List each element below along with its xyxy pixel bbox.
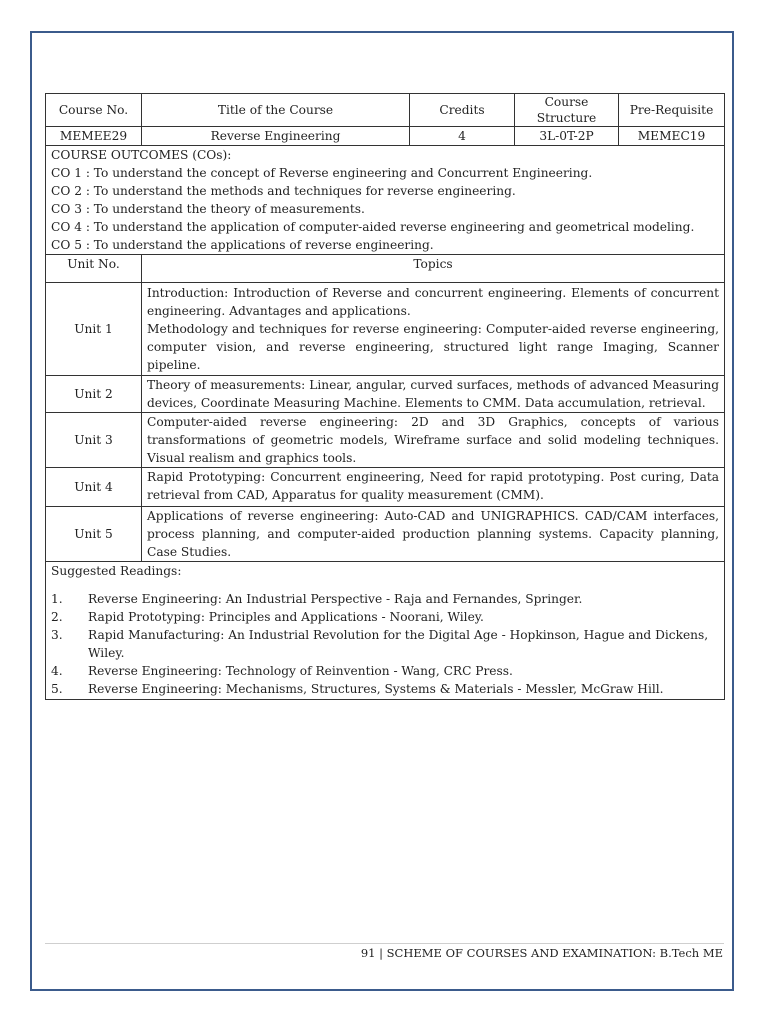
page-footer: 91 | SCHEME OF COURSES AND EXAMINATION: B.Tech ME	[360, 946, 723, 960]
unit-label: Unit 5	[46, 507, 142, 562]
unit-topics	[142, 376, 725, 413]
course-row	[46, 127, 725, 146]
reading-text: Reverse Engineering: Mechanisms, Structures, Systems & Materials - Messler, McGraw Hill.	[88, 682, 664, 696]
topic-text: Theory of measurements: Linear, angular, curved surfaces, methods of advanced Measuring devices, Coordinate Measuring Machine. Elements to CMM. Data accumulation, retrieval.	[147, 378, 719, 410]
reading-number: 4.	[51, 664, 63, 678]
header-structure: Course Structure	[515, 94, 619, 127]
topic-text: Rapid Prototyping: Concurrent engineering, Need for rapid prototyping. Post curing, Data retrieval from CAD, Apparatus for quality measurement (CMM).	[147, 470, 719, 502]
course-prereq-value: MEMEC19	[619, 127, 725, 146]
course-no-value: MEMEE29	[46, 127, 142, 146]
reading-text: Reverse Engineering: An Industrial Perspective - Raja and Fernandes, Springer.	[88, 592, 583, 606]
outcomes-row	[46, 146, 725, 255]
unit-row	[46, 283, 725, 376]
topic-text: Introduction: Introduction of Reverse and concurrent engineering. Elements of concurrent engineering. Advantages and applications.	[147, 286, 719, 318]
unit-label: Unit 2	[46, 376, 142, 413]
unit-topics	[142, 507, 725, 562]
unit-label: Unit 3	[46, 413, 142, 468]
unit-row	[46, 413, 725, 468]
reading-number: 3.	[51, 628, 63, 642]
reading-text: Rapid Manufacturing: An Industrial Revolution for the Digital Age - Hopkinson, Hague and Dickens, Wiley.	[88, 628, 709, 660]
suggested-readings	[46, 562, 725, 700]
units-header-unit: Unit No.	[46, 255, 142, 283]
unit-topics	[142, 413, 725, 468]
unit-label: Unit 4	[46, 468, 142, 507]
topic-text: Applications of reverse engineering: Auto-CAD and UNIGRAPHICS. CAD/CAM interfaces, process planning, and computer-aided production planning systems. Capacity planning, Case Studies.	[147, 509, 719, 559]
header-title: Title of the Course	[142, 94, 410, 127]
topic-text: Computer-aided reverse engineering: 2D and 3D Graphics, concepts of various transformations of geometric models, Wireframe surface and solid modeling techniques. Visual realism and graphics tools.	[147, 415, 719, 465]
reading-number: 2.	[51, 610, 63, 624]
units-header-row	[46, 255, 725, 283]
unit-topics	[142, 283, 725, 376]
header-row	[46, 94, 725, 127]
topic-text: Methodology and techniques for reverse engineering: Computer-aided reverse engineering, computer vision, and reverse engineering, structured light range Imaging, Scanner pipeline.	[147, 322, 719, 372]
reading-number: 5.	[51, 682, 63, 696]
unit-row	[46, 468, 725, 507]
header-credits: Credits	[410, 94, 515, 127]
reading-number: 1.	[51, 592, 63, 606]
course-table	[45, 93, 725, 700]
unit-row	[46, 507, 725, 562]
outcome-item: CO 1 : To understand the concept of Reverse engineering and Concurrent Engineering.	[51, 166, 593, 180]
reading-text: Reverse Engineering: Technology of Reinvention - Wang, CRC Press.	[88, 664, 513, 678]
readings-heading: Suggested Readings:	[51, 564, 182, 578]
outcome-item: CO 4 : To understand the application of computer-aided reverse engineering and geometrical modeling.	[51, 220, 695, 234]
reading-item	[51, 608, 719, 626]
outcome-item: CO 3 : To understand the theory of measurements.	[51, 202, 365, 216]
reading-item	[51, 626, 719, 662]
course-structure-value: 3L-0T-2P	[515, 127, 619, 146]
units-header-topics: Topics	[142, 255, 725, 283]
header-course-no: Course No.	[46, 94, 142, 127]
course-outcomes	[46, 146, 725, 255]
outcome-item: CO 5 : To understand the applications of reverse engineering.	[51, 238, 434, 252]
reading-item	[51, 590, 719, 608]
course-title-value: Reverse Engineering	[142, 127, 410, 146]
reading-item	[51, 662, 719, 680]
unit-label: Unit 1	[46, 283, 142, 376]
unit-row	[46, 376, 725, 413]
readings-row	[46, 562, 725, 700]
readings-list	[51, 590, 719, 698]
reading-item	[51, 680, 719, 698]
unit-topics	[142, 468, 725, 507]
header-prereq: Pre-Requisite	[619, 94, 725, 127]
outcome-item: CO 2 : To understand the methods and techniques for reverse engineering.	[51, 184, 516, 198]
outcomes-heading: COURSE OUTCOMES (COs):	[51, 148, 232, 162]
reading-text: Rapid Prototyping: Principles and Applications - Noorani, Wiley.	[88, 610, 484, 624]
course-credits-value: 4	[410, 127, 515, 146]
footer-divider	[45, 943, 724, 944]
